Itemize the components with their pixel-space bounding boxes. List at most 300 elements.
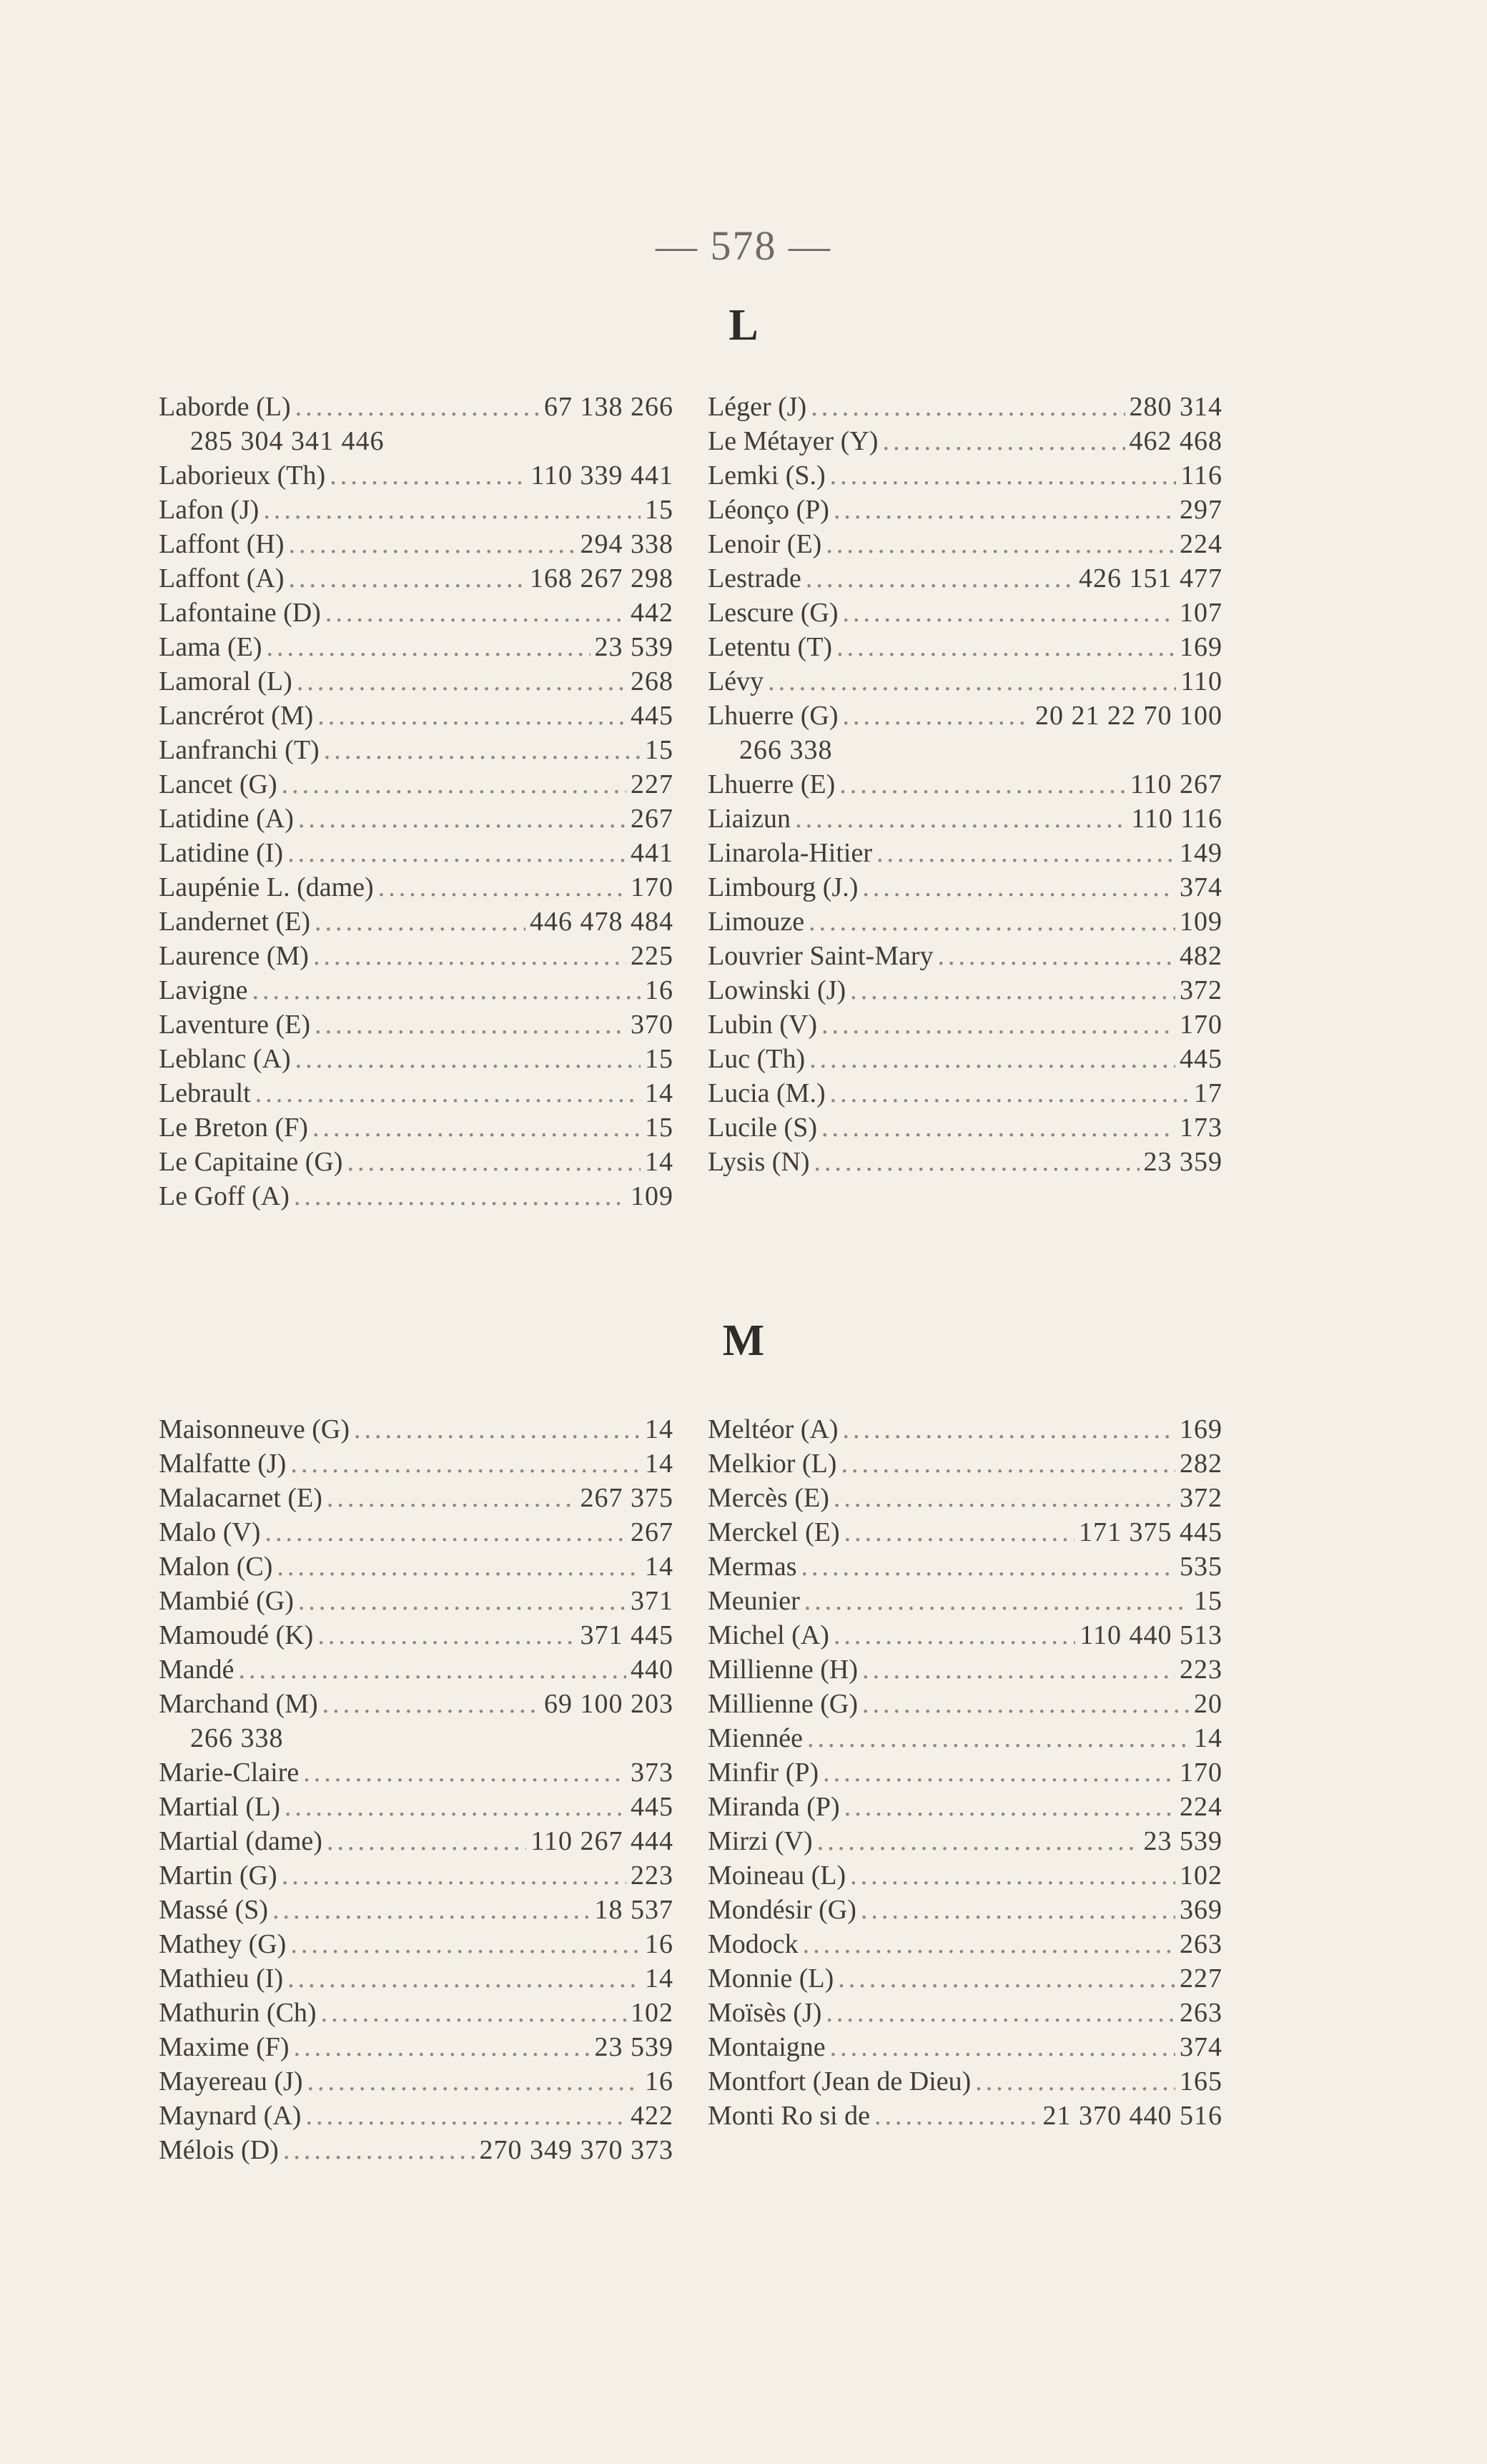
entry-name: Lévy [708,666,764,696]
entry-page-refs: 110 116 [1131,804,1222,834]
entry-page-refs: 374 [1180,2032,1222,2062]
entry-page-refs: 16 [645,1929,673,1959]
dot-leader [265,1515,626,1549]
dot-leader [295,390,540,424]
entry-page-refs: 225 [631,941,673,971]
index-entry [708,664,1222,699]
dot-leader [255,1076,641,1110]
entry-name: Marie-Claire [159,1758,300,1788]
entry-name: Linarola-Hitier [708,838,873,868]
entry-page-refs: 110 339 441 [530,460,673,491]
entry-page-refs: 280 314 [1129,392,1222,422]
entry-name: Mathieu (I) [159,1963,284,1994]
index-entry [708,1790,1222,1824]
entry-page-refs: 535 [1180,1552,1222,1582]
index-column-l-left [159,390,673,1213]
index-entry [159,2099,673,2133]
entry-name: Mayereau (J) [159,2066,303,2096]
dot-leader [294,1179,626,1213]
dot-leader [809,1042,1175,1076]
entry-name: Monti Ro si de [708,2101,870,2131]
dot-leader [823,1755,1175,1790]
entry-name: Massé (S) [159,1895,269,1925]
entry-name: Liaizun [708,804,791,834]
entry-page-refs: 297 [1180,495,1222,525]
dot-leader [836,630,1175,664]
index-entry [159,1515,673,1549]
index-entry [708,973,1222,1007]
entry-page-refs: 171 375 445 [1079,1517,1222,1547]
entry-name: Millienne (G) [708,1689,859,1719]
index-entry [708,2030,1222,2064]
dot-leader [844,1515,1075,1549]
dot-leader [305,2099,626,2133]
index-entry [708,390,1222,424]
dot-leader [272,1893,590,1927]
entry-page-refs: 267 375 [580,1483,673,1513]
dot-leader [277,1549,641,1584]
index-entry [159,733,673,767]
dot-leader [876,836,1175,870]
dot-leader [297,664,626,699]
entry-name: Monnie (L) [708,1963,834,1994]
entry-page-refs: 23 539 [594,632,673,662]
dot-leader [834,1618,1076,1652]
entry-name: Modock [708,1929,799,1959]
index-entry [708,1893,1222,1927]
dot-leader [850,973,1175,1007]
dot-leader [327,1481,576,1515]
index-entry [708,596,1222,630]
index-entry [708,630,1222,664]
entry-name: Miranda (P) [708,1792,840,1822]
entry-page-refs: 169 [1180,1414,1222,1444]
entry-name: Miennée [708,1723,803,1753]
entry-page-refs: 372 [1180,1483,1222,1513]
index-entry [708,561,1222,596]
dot-leader [862,1652,1175,1687]
index-entry [159,1755,673,1790]
index-entry [708,1996,1222,2030]
entry-page-refs: 20 [1194,1689,1222,1719]
index-entry [708,1721,1222,1755]
index-entry [708,1145,1222,1179]
dot-leader [354,1412,641,1447]
index-entry [159,630,673,664]
index-entry [708,493,1222,527]
entry-name: Mondésir (G) [708,1895,856,1925]
dot-leader [285,1790,626,1824]
dot-leader [843,699,1031,733]
entry-name: Mathey (G) [159,1929,287,1959]
index-entry [159,973,673,1007]
dot-leader [317,1618,575,1652]
index-entry [708,836,1222,870]
index-column-m-left [159,1412,673,2167]
entry-name: Limbourg (J.) [708,872,859,902]
entry-name: Lestrade [708,563,801,593]
dot-leader [834,493,1175,527]
index-entry [159,1145,673,1179]
entry-page-refs: 110 [1180,666,1222,696]
entry-page-refs: 373 [631,1758,673,1788]
dot-leader [303,1755,626,1790]
index-entry [159,1110,673,1145]
index-entry [159,1824,673,1858]
entry-name: Lancrérot (M) [159,701,314,731]
index-entry [159,390,673,458]
entry-name: Melkior (L) [708,1449,837,1479]
dot-leader [322,1687,540,1721]
index-entry [708,802,1222,836]
entry-page-refs: 482 [1180,941,1222,971]
entry-page-refs: 23 359 [1143,1147,1222,1177]
entry-page-refs: 445 [631,1792,673,1822]
entry-page-refs: 446 478 484 [530,907,673,937]
dot-leader [317,699,626,733]
index-entry [159,905,673,939]
index-entry [708,2064,1222,2099]
entry-page-refs: 168 267 298 [530,563,673,593]
entry-name: Lafontaine (D) [159,598,321,628]
index-entry [708,458,1222,493]
index-entry [159,493,673,527]
entry-page-refs: 20 21 22 70 100 [1035,701,1222,731]
entry-name: Le Capitaine (G) [159,1147,343,1177]
index-entry [708,2099,1222,2133]
dot-leader [289,527,576,561]
index-entry [159,1893,673,1927]
dot-leader [298,802,626,836]
dot-leader [830,458,1177,493]
dot-leader [826,1996,1175,2030]
index-entry [159,1858,673,1893]
entry-name: Malacarnet (E) [159,1483,322,1513]
page-number: — 578 — [656,222,831,269]
dot-leader [841,1447,1175,1481]
dot-leader [327,1824,526,1858]
entry-name: Michel (A) [708,1620,829,1650]
entry-name: Lama (E) [159,632,262,662]
dot-leader [861,1893,1175,1927]
entry-page-refs: 170 [1180,1010,1222,1040]
dot-leader [768,664,1176,699]
dot-leader [267,630,591,664]
index-entry [708,1412,1222,1447]
index-entry [159,1076,673,1110]
dot-leader [803,1927,1175,1961]
entry-page-refs: 268 [631,666,673,696]
entry-name: Lanfranchi (T) [159,735,320,765]
entry-page-refs: 15 [1194,1586,1222,1616]
entry-name: Lenoir (E) [708,529,822,559]
entry-page-refs: 442 [631,598,673,628]
entry-page-refs: 371 [631,1586,673,1616]
entry-page-refs: 110 267 [1130,769,1222,799]
entry-name: Latidine (A) [159,804,294,834]
entry-page-refs: 67 138 266 [544,392,673,422]
entry-page-refs: 445 [1180,1044,1222,1074]
entry-name: Le Métayer (Y) [708,426,879,456]
entry-name: Lamoral (L) [159,666,292,696]
dot-leader [298,1584,626,1618]
dot-leader [295,1042,641,1076]
index-entry [159,836,673,870]
entry-name: Malon (C) [159,1552,273,1582]
dot-leader [844,1790,1175,1824]
entry-name: Letentu (T) [708,632,833,662]
dot-leader [330,458,526,493]
index-entry [159,1584,673,1618]
dot-leader [313,939,626,973]
entry-page-refs: 227 [631,769,673,799]
entry-page-refs: 371 445 [580,1620,673,1650]
entry-page-refs: 223 [631,1861,673,1891]
index-entry [159,802,673,836]
entry-name: Leblanc (A) [159,1044,291,1074]
index-entry [708,424,1222,458]
entry-page-refs: 21 370 440 516 [1042,2101,1222,2131]
dot-leader [821,1110,1175,1145]
entry-page-refs: 14 [645,1414,673,1444]
entry-name: Lhuerre (G) [708,701,839,731]
entry-page-refs: 170 [631,872,673,902]
entry-name: Mercès (E) [708,1483,829,1513]
index-entry [159,1996,673,2030]
dot-leader [938,939,1175,973]
entry-name: Lucile (S) [708,1113,818,1143]
index-entry [708,905,1222,939]
index-entry [708,1824,1222,1858]
dot-leader [850,1858,1175,1893]
entry-page-refs: 18 537 [594,1895,673,1925]
dot-leader [809,905,1175,939]
entry-name: Laffont (A) [159,563,285,593]
entry-page-refs: 14 [645,1147,673,1177]
entry-page-refs: 102 [1180,1861,1222,1891]
dot-leader [283,2133,475,2167]
dot-leader [290,1447,641,1481]
dot-leader [347,1145,641,1179]
dot-leader [862,1687,1190,1721]
entry-name: Laurence (M) [159,941,309,971]
entry-name: Mambié (G) [159,1586,294,1616]
entry-page-refs: 109 [631,1181,673,1211]
index-entry [708,1447,1222,1481]
entry-page-refs: 15 [645,1113,673,1143]
dot-leader [290,1927,641,1961]
entry-name: Montfort (Jean de Dieu) [708,2066,972,2096]
entry-name: Lavigne [159,975,248,1005]
entry-name: Lescure (G) [708,598,839,628]
dot-leader [830,1076,1190,1110]
entry-name: Malfatte (J) [159,1449,287,1479]
entry-name: Meunier [708,1586,800,1616]
entry-page-refs: 15 [645,735,673,765]
entry-name: Lowinski (J) [708,975,846,1005]
entry-page-refs: 102 [631,1998,673,2028]
entry-page-refs: 15 [645,1044,673,1074]
entry-page-refs: 17 [1194,1078,1222,1108]
dot-leader [324,733,641,767]
index-entry [708,1755,1222,1790]
index-entry [159,561,673,596]
entry-name: Martial (dame) [159,1826,322,1856]
dot-leader [289,561,525,596]
entry-name: Latidine (I) [159,838,284,868]
entry-name: Lubin (V) [708,1010,818,1040]
index-entry [708,1042,1222,1076]
dot-leader [807,1721,1190,1755]
index-entry [159,1447,673,1481]
dot-leader [325,596,626,630]
entry-name: Mélois (D) [159,2135,279,2165]
dot-leader [826,527,1175,561]
dot-leader [263,493,641,527]
entry-name: Malo (V) [159,1517,261,1547]
entry-page-refs: 426 151 477 [1079,563,1222,593]
entry-name: Mandé [159,1655,234,1685]
index-entry [159,1481,673,1515]
entry-page-refs: 23 539 [1143,1826,1222,1856]
dot-leader [287,836,626,870]
dot-leader [282,1858,626,1893]
index-entry [159,2030,673,2064]
index-entry [159,458,673,493]
index-entry [159,1007,673,1042]
index-entry [159,1790,673,1824]
entry-name: Lemki (S.) [708,460,826,491]
entry-page-refs: 294 338 [580,529,673,559]
index-entry [708,1110,1222,1145]
dot-leader [795,802,1127,836]
entry-name: Léger (J) [708,392,807,422]
entry-page-refs: 16 [645,975,673,1005]
index-entry [159,767,673,802]
dot-leader [843,1412,1175,1447]
entry-page-refs: 110 267 444 [530,1826,673,1856]
entry-page-refs-continued: 266 338 [190,1723,284,1753]
index-entry [708,1652,1222,1687]
entry-page-refs: 14 [645,1963,673,1994]
section-letter-m: M [722,1316,765,1365]
index-entry [159,1179,673,1213]
entry-name: Maxime (F) [159,2032,290,2062]
entry-name: Lhuerre (E) [708,769,836,799]
entry-page-refs: 173 [1180,1113,1222,1143]
index-entry [708,1515,1222,1549]
index-entry [159,527,673,561]
index-entry [708,939,1222,973]
dot-leader [882,424,1125,458]
index-column-m-right [708,1412,1222,2133]
section-letter-l: L [728,301,759,350]
entry-page-refs: 149 [1180,838,1222,868]
dot-leader [975,2064,1175,2099]
entry-name: Laffont (H) [159,529,285,559]
dot-leader [839,767,1126,802]
index-entry [708,1584,1222,1618]
entry-name: Le Goff (A) [159,1181,290,1211]
entry-name: Maynard (A) [159,2101,302,2131]
entry-name: Meltéor (A) [708,1414,839,1444]
entry-page-refs: 372 [1180,975,1222,1005]
dot-leader [321,1996,626,2030]
entry-page-refs: 15 [645,495,673,525]
entry-page-refs: 263 [1180,1998,1222,2028]
entry-page-refs: 165 [1180,2066,1222,2096]
entry-name: Moineau (L) [708,1861,846,1891]
entry-page-refs: 16 [645,2066,673,2096]
entry-name: Martial (L) [159,1792,280,1822]
index-entry [159,870,673,905]
entry-page-refs: 440 [631,1655,673,1685]
entry-name: Limouze [708,907,805,937]
dot-leader [294,2030,591,2064]
dot-leader [874,2099,1039,2133]
entry-name: Lebrault [159,1078,251,1108]
dot-leader [811,390,1125,424]
entry-name: Lancet (G) [159,769,277,799]
dot-leader [315,905,525,939]
entry-name: Louvrier Saint-Mary [708,941,934,971]
entry-page-refs: 14 [1194,1723,1222,1753]
entry-name: Laventure (E) [159,1010,311,1040]
index-entry [708,767,1222,802]
index-entry [159,596,673,630]
index-entry [159,1687,673,1755]
entry-page-refs: 14 [645,1449,673,1479]
entry-page-refs: 109 [1180,907,1222,937]
entry-name: Martin (G) [159,1861,277,1891]
entry-page-refs: 224 [1180,1792,1222,1822]
entry-name: Léonço (P) [708,495,829,525]
entry-page-refs-continued: 285 304 341 446 [190,426,385,456]
dot-leader [239,1652,626,1687]
entry-page-refs: 462 468 [1129,426,1222,456]
index-entry [708,870,1222,905]
entry-page-refs: 282 [1180,1449,1222,1479]
index-entry [708,527,1222,561]
dot-leader [814,1145,1140,1179]
entry-page-refs: 445 [631,701,673,731]
index-entry [159,1652,673,1687]
dot-leader [806,561,1075,596]
entry-name: Mathurin (Ch) [159,1998,317,2028]
entry-page-refs: 223 [1180,1655,1222,1685]
entry-name: Laborieux (Th) [159,460,326,491]
dot-leader [838,1961,1175,1996]
index-entry [708,1481,1222,1515]
entry-name: Landernet (E) [159,907,311,937]
index-entry [708,1961,1222,1996]
dot-leader [804,1584,1190,1618]
index-entry [159,1618,673,1652]
dot-leader [843,596,1175,630]
index-entry [159,1042,673,1076]
dot-leader [830,2030,1175,2064]
entry-name: Le Breton (F) [159,1113,308,1143]
index-entry [159,1927,673,1961]
entry-page-refs: 267 [631,804,673,834]
entry-name: Millienne (H) [708,1655,859,1685]
entry-name: Marchand (M) [159,1689,318,1719]
entry-name: Luc (Th) [708,1044,806,1074]
index-entry [708,1858,1222,1893]
entry-page-refs: 263 [1180,1929,1222,1959]
entry-name: Maisonneuve (G) [159,1414,350,1444]
index-entry [159,2133,673,2167]
